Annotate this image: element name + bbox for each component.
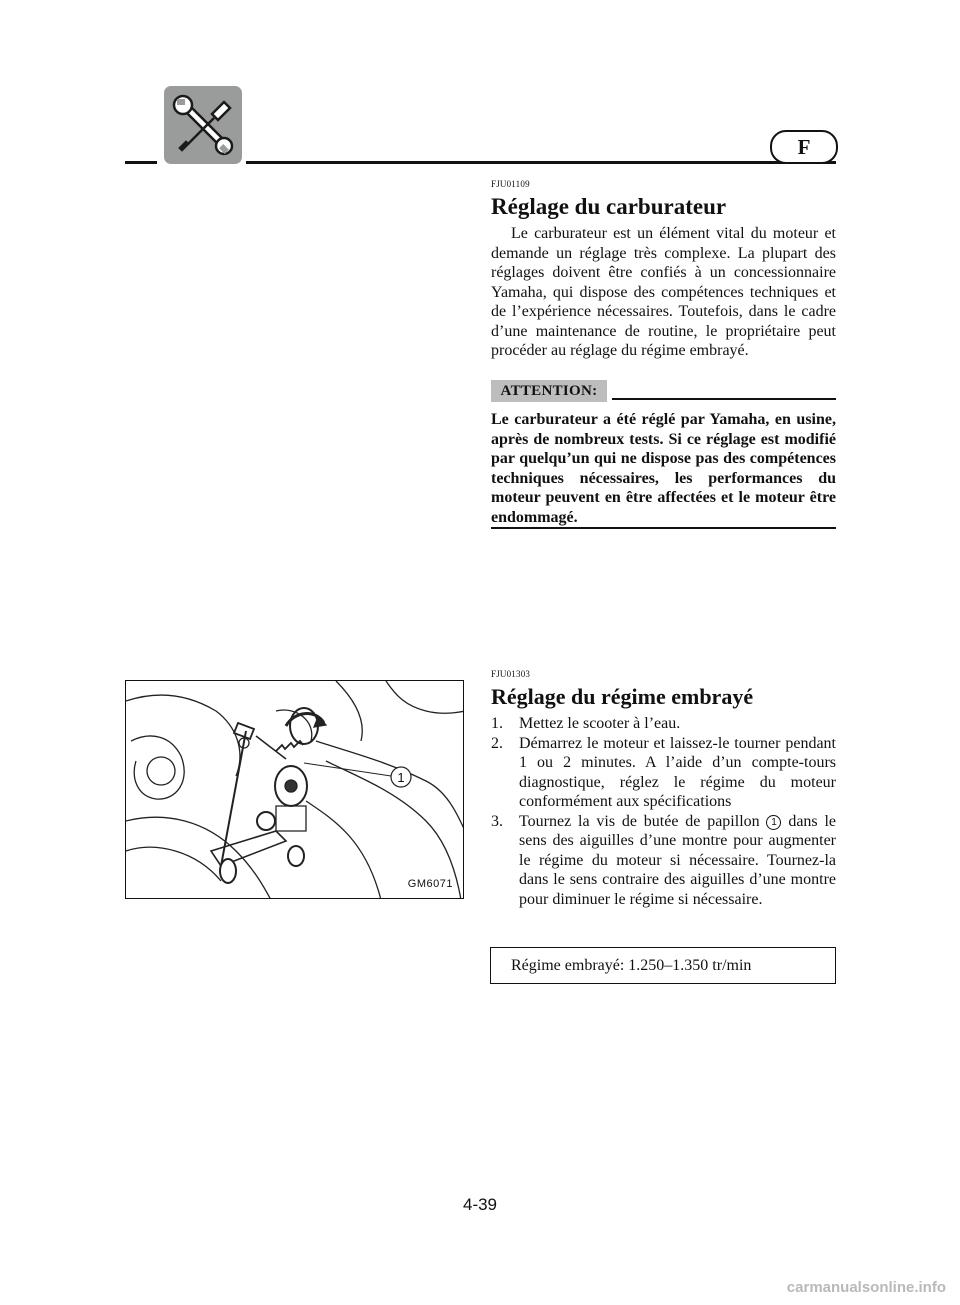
spec-box — [490, 947, 836, 984]
list-item: 3. Tournez la vis de butée de papillon 1 dans le sens des aiguilles d’une montre pour augmenter le régime du moteur si nécessaire. Tournez-la dans le sens contraire des aiguilles d’une montre pour diminuer le régime si nécessaire. — [491, 812, 837, 908]
watermark: carmanualsonline.info — [786, 1279, 946, 1296]
attention-rule — [612, 398, 836, 400]
section2-title: Réglage du régime embrayé — [491, 684, 754, 709]
attention-bottom-rule — [491, 527, 836, 529]
section-paragraph: Le carburateur est un élément vital du moteur et demande un réglage très complexe. La plupart des réglages doivent être confiés à un concessionnaire Yamaha, qui dispose des compétences techniques et de l’expérience nécessaires. Toutefois, dans le cadre d’une maintenance de routine, le propriétaire peut procéder au réglage du régime embrayé. — [491, 225, 836, 359]
callout-1-label: 1 — [397, 770, 405, 785]
spec-text: Régime embrayé: 1.250–1.350 tr/min — [511, 956, 752, 974]
header-rule-left — [125, 161, 157, 164]
header-rule-right — [246, 161, 836, 164]
language-badge: F — [770, 130, 838, 164]
section-title: Réglage du carburateur — [491, 194, 727, 219]
attention-text: Le carburateur a été réglé par Yamaha, en usine, après de nombreux tests. Si ce réglage est modifié par quelqu’un qui ne dispose pas des compétences techniques nécessaires, les performances du moteur peuvent en être affectées et le moteur être endommagé. — [491, 411, 836, 526]
section2-code: FJU01303 — [491, 669, 531, 679]
attention-label: ATTENTION: — [491, 380, 607, 402]
list-item: 2. Démarrez le moteur et laissez-le tourner pendant 1 ou 2 minutes. A l’aide d’un compte-tours diagnostique, réglez le régime du moteur conformément aux spécifications — [491, 734, 836, 810]
figure-label: GM6071 — [407, 878, 453, 890]
callout-ref-1: 1 — [766, 815, 781, 830]
carburetor-figure — [125, 680, 464, 899]
list-item: 1. Mettez le scooter à l’eau. — [491, 715, 681, 732]
maintenance-tools-icon — [164, 86, 242, 164]
steps-list — [491, 714, 836, 909]
section-code: FJU01109 — [491, 179, 530, 189]
page-number: 4-39 — [462, 1195, 498, 1214]
